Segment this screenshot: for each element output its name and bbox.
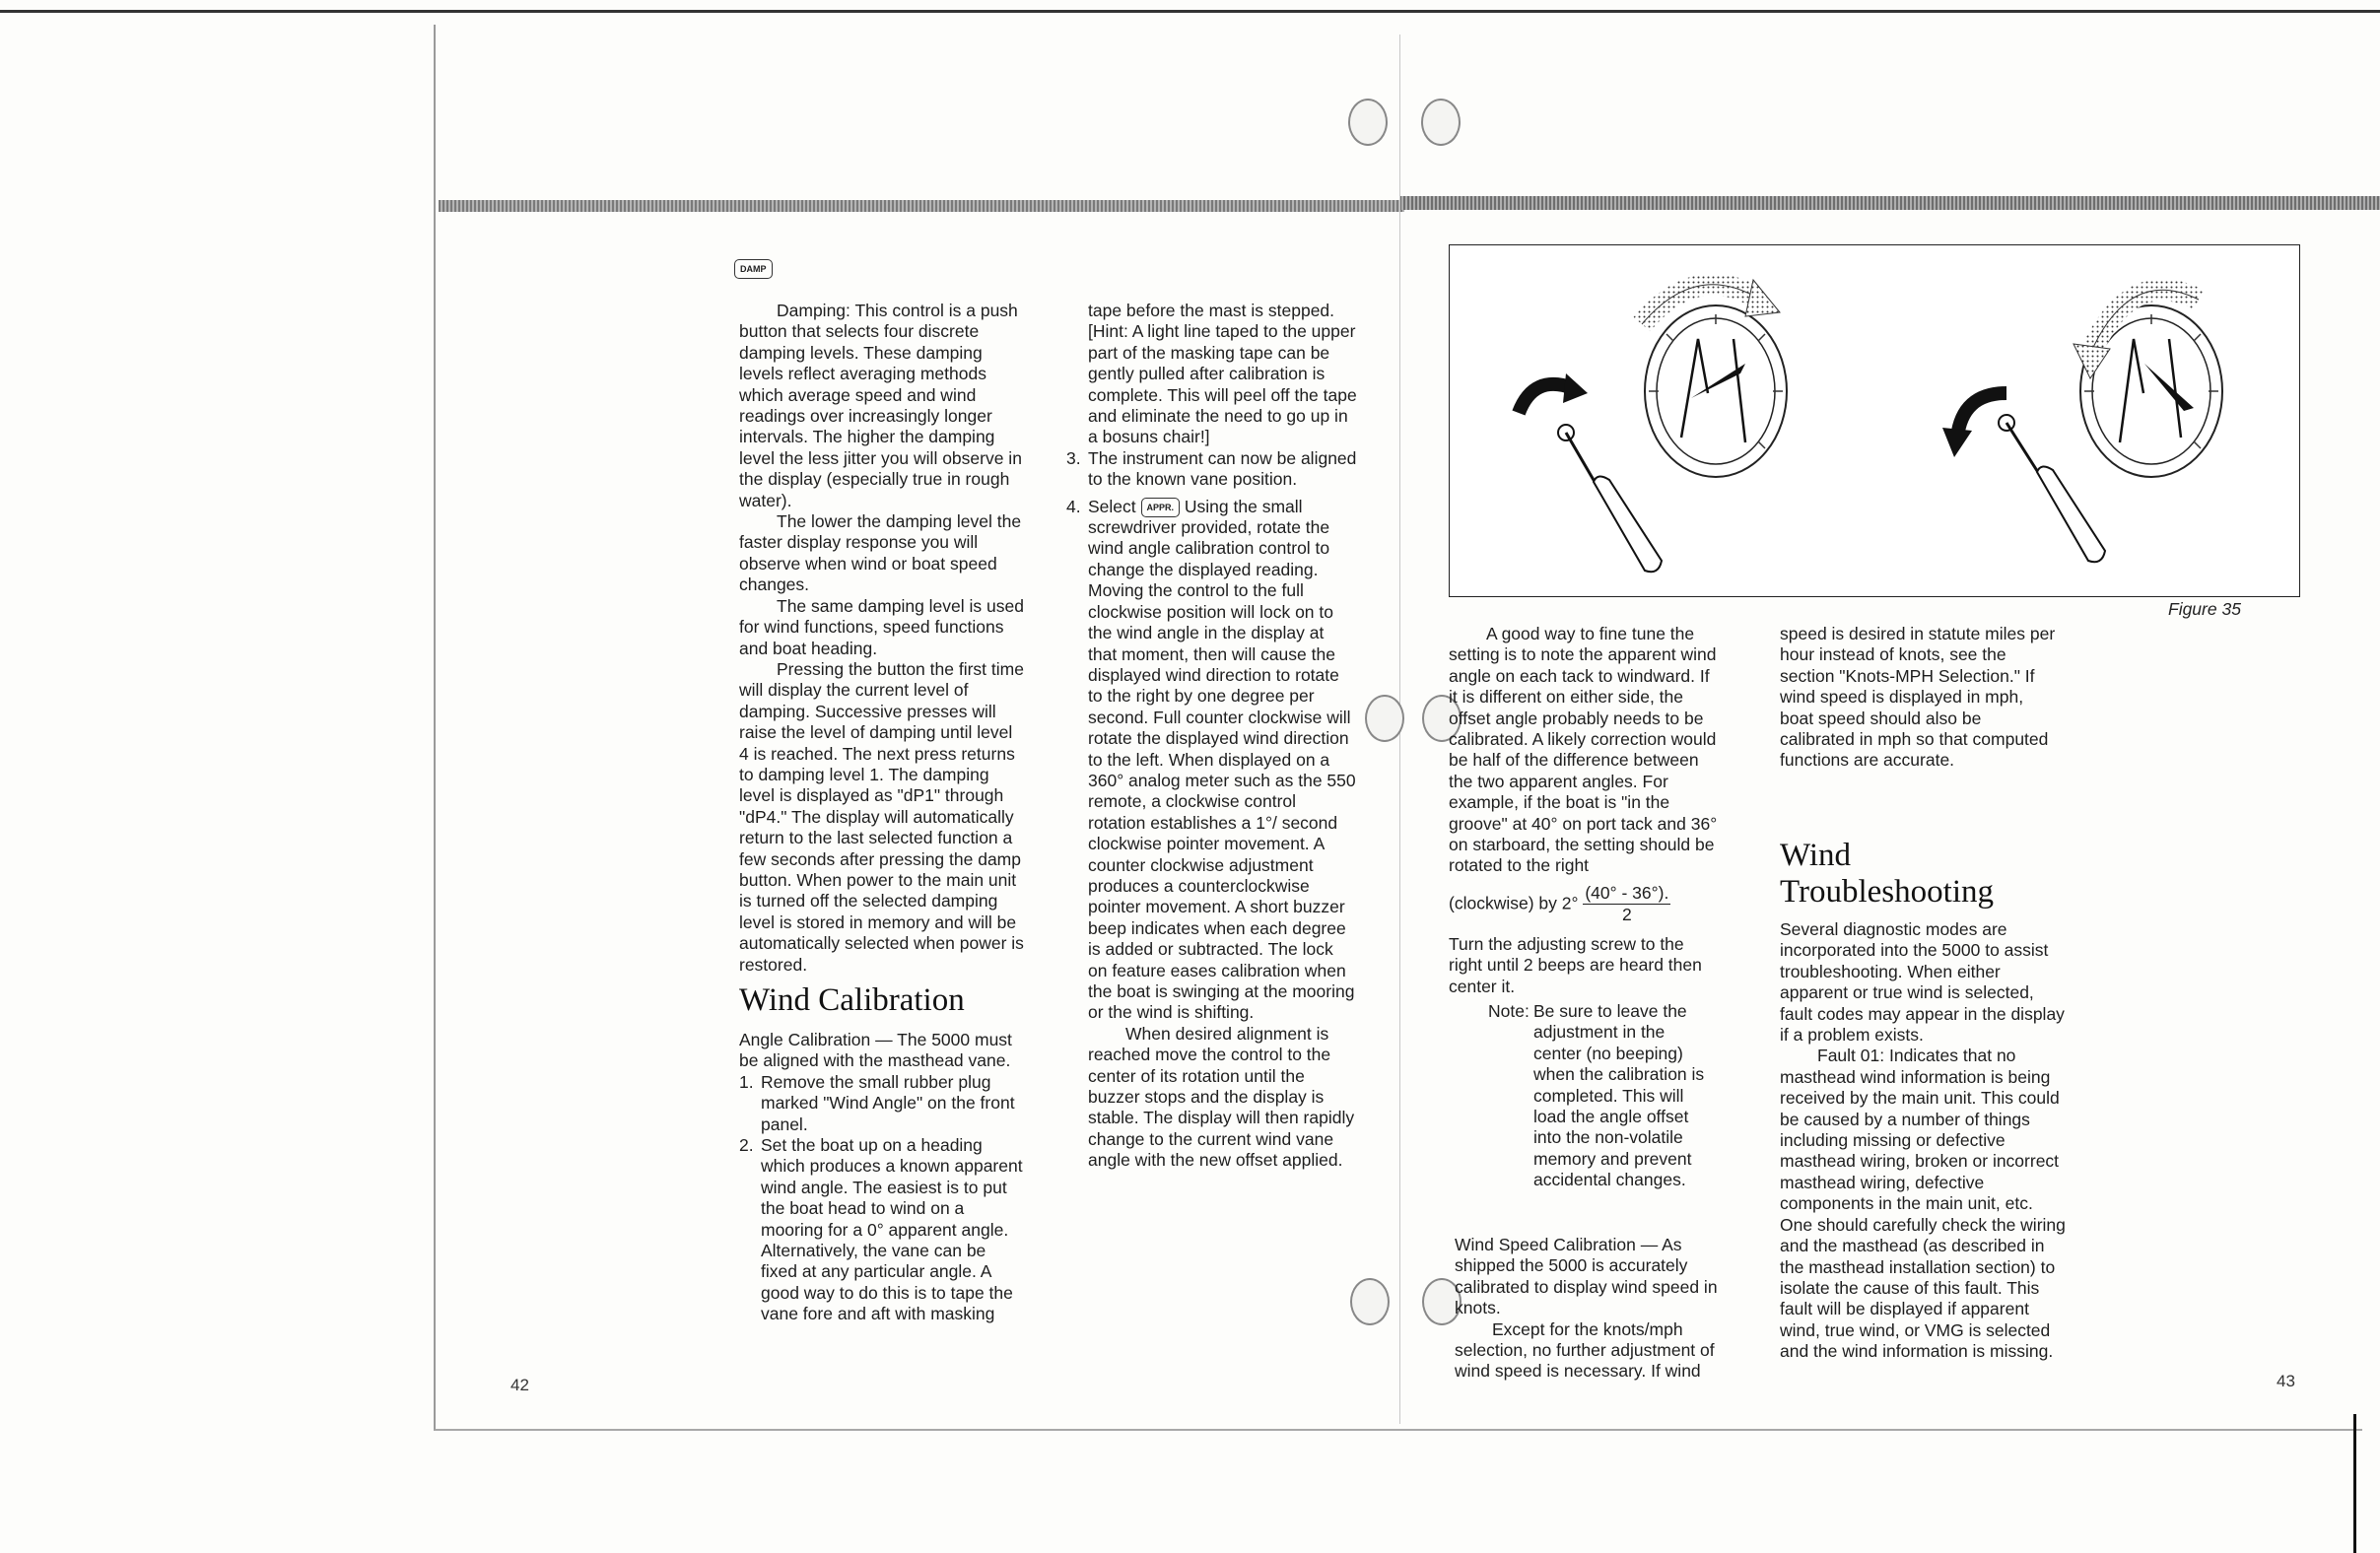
page-number-right: 43 <box>2277 1372 2295 1390</box>
mph-section <box>1780 624 2061 772</box>
binder-hole <box>1421 99 1461 146</box>
figure-caption: Figure 35 <box>2168 599 2241 619</box>
formula-denominator: 2 <box>1621 905 1632 925</box>
formula-numerator: (40° - 36°). <box>1583 883 1670 905</box>
turn-screw-paragraph: Turn the adjusting screw to the right until 2 beeps are heard then center it. <box>1449 933 1702 996</box>
step-4: 4. Select APPR. Using the small screwdriver provided, rotate the wind angle calibration control to change the displayed reading. Moving the control to the full clockwise position will lock on to the wind angle in the display at that moment, then will cause the displayed wind direction to rotate to the right by one degree per second. Full counter clockwise will rotate the displayed wind direction to the left. When displayed on a 360° analog meter such as the 550 remote, a clockwise control rotation establishes a 1°/ second clockwise pointer movement. A counter clockwise adjustment produces a counterclockwise pointer movement. A short buzzer beep indicates when each degree is added or subtracted. The lock on feature eases calibration when the boat is swinging at the mooring or the wind is shifting. <box>1066 496 1356 1023</box>
troubleshooting-section <box>1780 919 2066 1363</box>
troubleshooting-intro: Several diagnostic modes are incorporated into the 5000 to assist troubleshooting. When either apparent or true wind is selected, fault codes may appear in the display if a problem exists. <box>1780 919 2065 1046</box>
damping-paragraph: Pressing the button the first time will display the current level of damping. Successive presses will raise the level of damping until level 4 is reached. The next press returns to damping level 1. The damping level is displayed as "dP1" through "dP4." The display will automatically return to the last selected function a few seconds after pressing the damp button. When power to the main unit is turned off the selected damping level is stored in memory and will be automatically selected when power is restored. <box>739 658 1024 975</box>
angle-calibration-section <box>739 1030 1025 1325</box>
note-label: Note: <box>1488 1000 1530 1021</box>
wind-speed-continued: Except for the knots/mph selection, no further adjustment of wind speed is necessary. If wind <box>1455 1318 1715 1382</box>
note-text: Be sure to leave the adjustment in the center (no beeping) when the calibration is completed. This will load the angle offset into the non-volatile memory and prevent accidental changes. <box>1533 1000 1705 1190</box>
damping-paragraph: The same damping level is used for wind functions, speed functions and boat heading. <box>739 595 1024 658</box>
calibration-steps-list <box>739 1072 1025 1325</box>
wind-speed-section <box>1455 1235 1740 1383</box>
gauge-clockwise <box>1642 280 1787 477</box>
wind-calibration-heading: Wind Calibration <box>739 982 965 1018</box>
figure-35-illustration <box>1449 244 2300 597</box>
binder-hole <box>1350 1278 1390 1325</box>
fine-tune-paragraph: A good way to fine tune the setting is to note the apparent wind angle on each tack to windward. If it is different on either side, the offset angle probably needs to be calibrated. A likely correction would be half of the difference between the two apparent angles. For example, if the boat is "in the groove" at 40° on port tack and 36° on starboard, the setting should be rotated to the right <box>1449 624 1718 876</box>
binder-hole <box>1348 99 1388 146</box>
screwdriver-icon <box>1519 373 1662 572</box>
step-2-continued: tape before the mast is stepped. [Hint: A light line taped to the upper part of the masking tape can be gently pulled after calibration is complete. This will peel off the tape and eliminate the need to go up in a bosuns chair!] <box>1088 301 1357 447</box>
step-4-paragraph-2: When desired alignment is reached move the control to the center of its rotation until the buzzer stops and the display is stable. The display will then rapidly change to the current wind vane angle with the new offset applied. <box>1088 1023 1355 1171</box>
step-2: 2. Set the boat up on a heading which produces a known apparent wind angle. The easiest is to put the boat head to wind on a mooring for a 0° apparent angle. Alternatively, the vane can be fixed at any particular angle. A good way to do this is to tape the vane fore and aft with masking <box>739 1135 1023 1324</box>
right-header-band <box>1399 196 2380 210</box>
fault-01-paragraph: Fault 01: Indicates that no masthead wind information is being received by the main unit. This could be caused by a number of things including missing or defective masthead wiring, broken or incorrect masthead wiring, defective components in the main unit, etc. One should carefully check the wiring and the masthead (as described in the masthead installation section) to isolate the cause of this fault. This fault will be displayed if apparent wind, true wind, or VMG is selected and the wind information is missing. <box>1780 1046 2066 1362</box>
screwdriver-icon <box>1942 393 2105 562</box>
damping-paragraph: Damping: This control is a push button that selects four discrete damping levels. These damping levels reflect averaging methods which average speed and wind readings over increasingly longer intervals. The higher the damping level the less jitter you will observe in the display (especially true in rough water). <box>739 301 1022 510</box>
wind-speed-intro: Wind Speed Calibration — As shipped the 5000 is accurately calibrated to display wind speed in knots. <box>1455 1235 1718 1318</box>
formula: (clockwise) by 2° $\frac{(40^\circ - 36^\circ).}{2}$ <box>1449 882 1669 925</box>
appr-button-icon: APPR. <box>1141 498 1181 517</box>
binder-hole <box>1365 695 1404 742</box>
damp-button-icon: DAMP <box>734 258 773 279</box>
calibration-illustration <box>1450 245 2299 596</box>
calibration-continued-column <box>1066 301 1357 1172</box>
note-block <box>1449 1001 1720 1191</box>
fine-tune-section <box>1449 624 1720 1191</box>
gauge-counterclockwise <box>2074 290 2222 477</box>
left-header-band <box>439 200 1404 212</box>
fault-label: Fault 01: <box>1817 1046 1885 1066</box>
step-1: 1. Remove the small rubber plug marked "Wind Angle" on the front panel. <box>739 1071 1015 1134</box>
damping-section <box>739 301 1025 976</box>
page-number-left: 42 <box>510 1376 529 1394</box>
top-edge-line <box>0 10 2380 13</box>
step-3: 3. The instrument can now be aligned to the known vane position. <box>1066 447 1357 490</box>
troubleshooting-heading: Wind Troubleshooting <box>1780 838 1994 910</box>
angle-calibration-intro: Angle Calibration — The 5000 must be aligned with the masthead vane. <box>739 1030 1012 1071</box>
right-edge-bar <box>2353 1414 2356 1553</box>
mph-paragraph: speed is desired in statute miles per hour instead of knots, see the section "Knots-MPH Selection." If wind speed is displayed in mph, boat speed should also be calibrated in mph so that computed functions are accurate. <box>1780 624 2056 771</box>
damping-paragraph: The lower the damping level the faster display response you will observe when wind or boat speed changes. <box>739 511 1022 595</box>
calibration-steps-list-cont <box>1066 448 1357 1024</box>
